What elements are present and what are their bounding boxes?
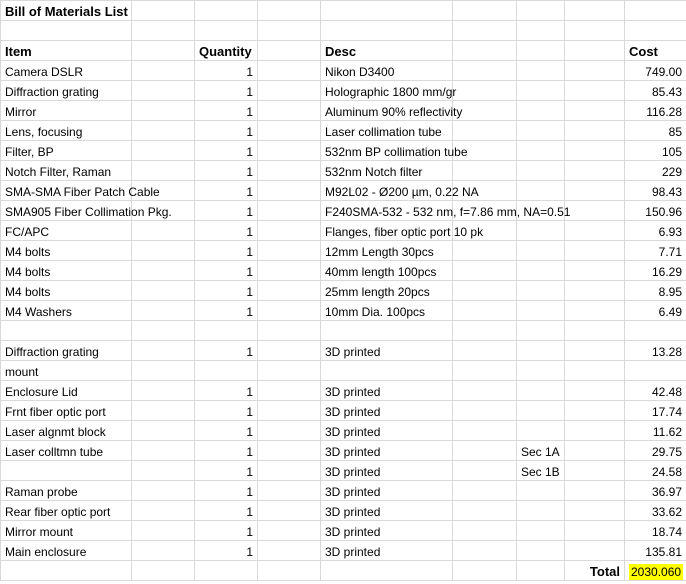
section-cell[interactable]	[517, 501, 565, 521]
item-cell[interactable]: Laser algnmt block	[1, 421, 132, 441]
quantity-cell[interactable]: 1	[195, 541, 258, 561]
item-cell[interactable]: FC/APC	[1, 221, 132, 241]
section-cell[interactable]	[517, 321, 565, 341]
cost-cell[interactable]: 42.48	[625, 381, 686, 401]
quantity-cell[interactable]: 1	[195, 241, 258, 261]
quantity-cell[interactable]: 1	[195, 221, 258, 241]
table-row	[1, 141, 686, 161]
table-row	[1, 181, 686, 201]
cost-cell[interactable]: 6.93	[625, 221, 686, 241]
table-row	[1, 121, 686, 141]
cost-cell[interactable]: 116.28	[625, 101, 686, 121]
table-row	[1, 461, 686, 481]
item-cell[interactable]: Mirror mount	[1, 521, 132, 541]
cost-cell[interactable]: 749.00	[625, 61, 686, 81]
cost-cell[interactable]: 150.96	[625, 201, 686, 221]
header-desc[interactable]: Desc	[321, 41, 453, 61]
item-cell[interactable]: Frnt fiber optic port	[1, 401, 132, 421]
quantity-cell[interactable]: 1	[195, 261, 258, 281]
cost-cell[interactable]: 13.28	[625, 341, 686, 361]
table-row	[1, 201, 686, 221]
section-cell[interactable]	[517, 541, 565, 561]
desc-cell[interactable]: Laser collimation tube	[321, 121, 453, 141]
desc-cell[interactable]: Holographic 1800 mm/gr	[321, 81, 453, 101]
cost-cell[interactable]: 85.43	[625, 81, 686, 101]
desc-cell[interactable]: Flanges, fiber optic port 10 pk	[321, 221, 453, 241]
section-cell[interactable]	[517, 141, 565, 161]
desc-cell[interactable]: 3D printed	[321, 461, 453, 481]
section-cell[interactable]	[517, 61, 565, 81]
table-row	[1, 101, 686, 121]
cost-cell[interactable]: 135.81	[625, 541, 686, 561]
section-cell[interactable]: Sec 1B	[517, 461, 565, 481]
item-cell[interactable]: SMA-SMA Fiber Patch Cable	[1, 181, 132, 201]
desc-cell[interactable]: 25mm length 20pcs	[321, 281, 453, 301]
section-cell[interactable]: Sec 1A	[517, 441, 565, 461]
table-row	[1, 241, 686, 261]
desc-cell[interactable]: 3D printed	[321, 541, 453, 561]
cost-cell[interactable]: 36.97	[625, 481, 686, 501]
table-row	[1, 441, 686, 461]
item-cell[interactable]: SMA905 Fiber Collimation Pkg.	[1, 201, 132, 221]
section-cell[interactable]	[517, 421, 565, 441]
table-row	[1, 161, 686, 181]
item-cell[interactable]: Diffraction grating	[1, 81, 132, 101]
desc-cell[interactable]: 532nm Notch filter	[321, 161, 453, 181]
item-cell[interactable]: Laser colltmn tube	[1, 441, 132, 461]
blank-row	[1, 21, 686, 41]
cost-cell[interactable]: 8.95	[625, 281, 686, 301]
item-cell[interactable]: Mirror	[1, 101, 132, 121]
quantity-cell[interactable]: 1	[195, 101, 258, 121]
header-item[interactable]: Item	[1, 41, 132, 61]
item-cell[interactable]: M4 bolts	[1, 281, 132, 301]
table-row	[1, 381, 686, 401]
table-row	[1, 361, 686, 381]
desc-cell[interactable]: M92L02 - Ø200 µm, 0.22 NA	[321, 181, 453, 201]
table-row	[1, 341, 686, 361]
quantity-cell[interactable]: 1	[195, 301, 258, 321]
section-cell[interactable]	[517, 401, 565, 421]
desc-cell[interactable]: 3D printed	[321, 421, 453, 441]
table-row	[1, 401, 686, 421]
section-cell[interactable]	[517, 81, 565, 101]
cost-cell[interactable]: 29.75	[625, 441, 686, 461]
cost-cell[interactable]: 7.71	[625, 241, 686, 261]
desc-cell[interactable]: 3D printed	[321, 401, 453, 421]
item-cell[interactable]: Raman probe	[1, 481, 132, 501]
section-cell[interactable]	[517, 341, 565, 361]
section-cell[interactable]	[517, 221, 565, 241]
desc-cell[interactable]: 3D printed	[321, 381, 453, 401]
desc-cell[interactable]: 3D printed	[321, 481, 453, 501]
quantity-cell[interactable]: 1	[195, 441, 258, 461]
section-cell[interactable]	[517, 521, 565, 541]
total-value-cell[interactable]	[625, 561, 686, 581]
desc-cell[interactable]: 10mm Dia. 100pcs	[321, 301, 453, 321]
cost-cell[interactable]: 18.74	[625, 521, 686, 541]
total-row	[1, 561, 686, 581]
cost-cell[interactable]	[625, 321, 686, 341]
table-row	[1, 481, 686, 501]
cost-cell[interactable]: 229	[625, 161, 686, 181]
cost-cell[interactable]: 11.62	[625, 421, 686, 441]
section-cell[interactable]	[517, 241, 565, 261]
cost-cell[interactable]: 85	[625, 121, 686, 141]
section-cell[interactable]	[517, 121, 565, 141]
section-cell[interactable]	[517, 361, 565, 381]
quantity-cell[interactable]: 1	[195, 161, 258, 181]
table-row	[1, 221, 686, 241]
sheet-title[interactable]: Bill of Materials List	[1, 1, 132, 21]
quantity-cell[interactable]: 1	[195, 481, 258, 501]
table-row	[1, 81, 686, 101]
quantity-cell[interactable]: 1	[195, 401, 258, 421]
desc-cell[interactable]: 3D printed	[321, 441, 453, 461]
section-cell[interactable]	[517, 381, 565, 401]
quantity-cell[interactable]: 1	[195, 281, 258, 301]
section-cell[interactable]	[517, 301, 565, 321]
table-row	[1, 501, 686, 521]
quantity-cell[interactable]: 1	[195, 181, 258, 201]
total-label[interactable]: Total	[565, 561, 625, 581]
quantity-cell[interactable]: 1	[195, 461, 258, 481]
table-row	[1, 261, 686, 281]
total-value: 2030.060	[631, 565, 682, 579]
quantity-cell[interactable]	[195, 321, 258, 341]
item-cell[interactable]: Notch Filter, Raman	[1, 161, 132, 181]
cost-cell[interactable]: 6.49	[625, 301, 686, 321]
section-cell[interactable]	[517, 261, 565, 281]
quantity-cell[interactable]: 1	[195, 381, 258, 401]
quantity-cell[interactable]: 1	[195, 81, 258, 101]
title-row	[1, 1, 686, 21]
item-cell[interactable]: Main enclosure	[1, 541, 132, 561]
header-quantity[interactable]: Quantity	[195, 41, 258, 61]
header-cost[interactable]: Cost	[625, 41, 686, 61]
cost-cell[interactable]	[625, 361, 686, 381]
table-row	[1, 521, 686, 541]
desc-cell[interactable]	[321, 321, 453, 341]
quantity-cell[interactable]: 1	[195, 501, 258, 521]
item-cell[interactable]	[1, 321, 132, 341]
table-row	[1, 541, 686, 561]
table-row	[1, 281, 686, 301]
table-row	[1, 61, 686, 81]
section-cell[interactable]	[517, 181, 565, 201]
quantity-cell[interactable]: 1	[195, 421, 258, 441]
desc-cell[interactable]: Aluminum 90% reflectivity	[321, 101, 453, 121]
section-cell[interactable]	[517, 481, 565, 501]
desc-cell[interactable]: 3D printed	[321, 341, 453, 361]
quantity-cell[interactable]: 1	[195, 521, 258, 541]
table-row	[1, 321, 686, 341]
cost-cell[interactable]: 16.29	[625, 261, 686, 281]
item-cell[interactable]: Filter, BP	[1, 141, 132, 161]
quantity-cell[interactable]: 1	[195, 341, 258, 361]
header-row	[1, 41, 686, 61]
sheet-body	[1, 1, 686, 581]
item-cell[interactable]: M4 bolts	[1, 261, 132, 281]
item-cell[interactable]: M4 bolts	[1, 241, 132, 261]
table-row	[1, 421, 686, 441]
cost-cell[interactable]: 33.62	[625, 501, 686, 521]
item-cell[interactable]: Lens, focusing	[1, 121, 132, 141]
item-cell[interactable]: Enclosure Lid	[1, 381, 132, 401]
quantity-cell[interactable]: 1	[195, 61, 258, 81]
item-cell[interactable]: Camera DSLR	[1, 61, 132, 81]
cost-cell[interactable]: 105	[625, 141, 686, 161]
section-cell[interactable]	[517, 101, 565, 121]
desc-cell[interactable]: 40mm length 100pcs	[321, 261, 453, 281]
desc-cell[interactable]: F240SMA-532 - 532 nm, f=7.86 mm, NA=0.51	[321, 201, 453, 221]
table-row	[1, 301, 686, 321]
item-cell[interactable]: Rear fiber optic port	[1, 501, 132, 521]
item-cell[interactable]: mount	[1, 361, 132, 381]
quantity-cell[interactable]: 1	[195, 121, 258, 141]
desc-cell[interactable]: 3D printed	[321, 521, 453, 541]
item-cell[interactable]: Diffraction grating	[1, 341, 132, 361]
quantity-cell[interactable]: 1	[195, 141, 258, 161]
cost-cell[interactable]: 17.74	[625, 401, 686, 421]
cost-cell[interactable]: 24.58	[625, 461, 686, 481]
item-cell[interactable]: M4 Washers	[1, 301, 132, 321]
quantity-cell[interactable]: 1	[195, 201, 258, 221]
desc-cell[interactable]: 532nm BP collimation tube	[321, 141, 453, 161]
section-cell[interactable]	[517, 161, 565, 181]
cost-cell[interactable]: 98.43	[625, 181, 686, 201]
desc-cell[interactable]: 12mm Length 30pcs	[321, 241, 453, 261]
desc-cell[interactable]	[321, 361, 453, 381]
item-cell[interactable]	[1, 461, 132, 481]
quantity-cell[interactable]	[195, 361, 258, 381]
desc-cell[interactable]: Nikon D3400	[321, 61, 453, 81]
section-cell[interactable]	[517, 281, 565, 301]
desc-cell[interactable]: 3D printed	[321, 501, 453, 521]
